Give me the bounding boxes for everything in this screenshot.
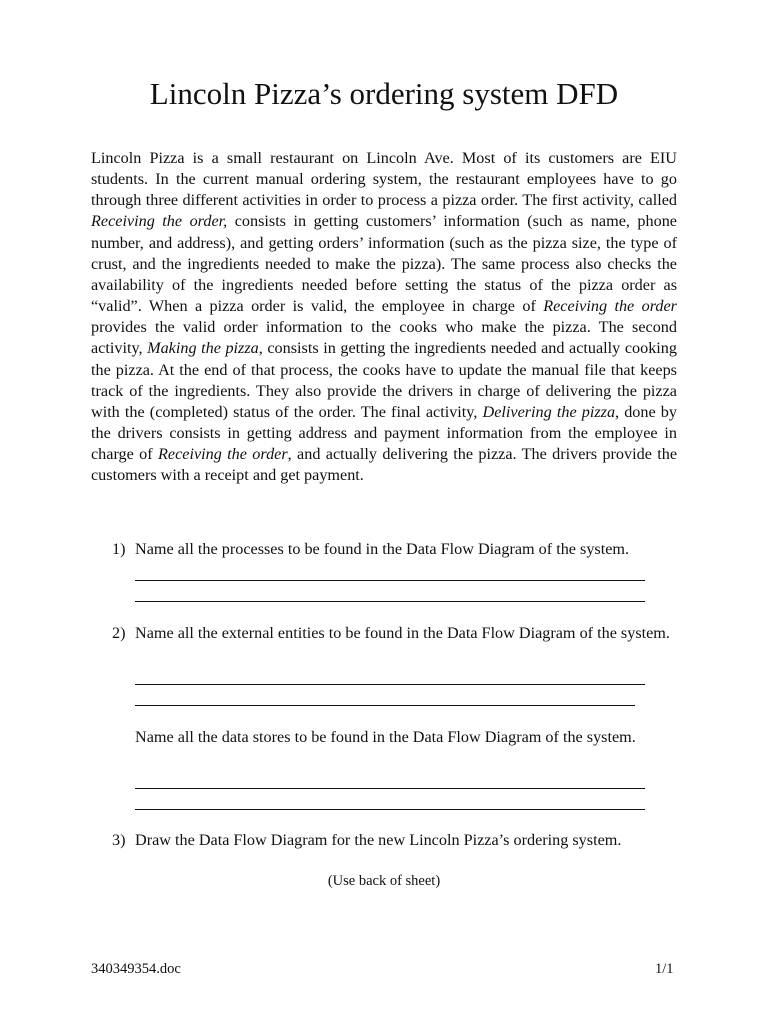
answer-line[interactable]: [135, 788, 645, 789]
paragraph-text: Lincoln Pizza is a small restaurant on Lincoln Ave. Most of its customers are EIU students. In the current manual ordering system, the restaurant employees have to go through three different activities in order to process a pizza order. The first activity, called: [91, 149, 677, 210]
answer-line[interactable]: [135, 809, 645, 810]
instruction-note: (Use back of sheet): [327, 873, 441, 889]
answer-line[interactable]: [135, 601, 645, 602]
question-2-data-stores: Name all the data stores to be found in the Data Flow Diagram of the system.: [135, 728, 636, 746]
footer-page-number: 1/1: [655, 961, 674, 977]
answer-line[interactable]: [135, 684, 645, 685]
paragraph-text: , and actually delivering the pizza. The drivers provide the customers with a receipt and get payment.: [91, 445, 678, 485]
answer-line[interactable]: [135, 580, 645, 581]
question-text: Draw the Data Flow Diagram for the new Lincoln Pizza’s ordering system.: [135, 831, 622, 849]
answer-line[interactable]: [135, 705, 635, 706]
process-name-receiving: Receiving the order: [158, 445, 288, 464]
process-name-making: Making the pizza: [147, 339, 259, 358]
question-number: 2): [112, 624, 126, 642]
question-number: 3): [112, 831, 126, 849]
paragraph-text: consists in getting customers’ information (such as name, phone number, and address), and getting orders’ information (such as the pizza size, the type of crust, and the ingredients needed to make the pizza). The same process also checks the availability of the ingredients needed before setting the status of the pizza order as “valid”. When a pizza order is valid, the employee in charge of: [91, 212, 677, 316]
process-name-receiving: Receiving the order,: [91, 212, 228, 231]
question-text: Name all the external entities to be found in the Data Flow Diagram of the system.: [135, 624, 670, 642]
question-number: 1): [112, 540, 126, 558]
paragraph-text: , done by the drivers consists in getting address and payment information from the employee in charge of: [91, 402, 677, 464]
question-text: Name all the processes to be found in the Data Flow Diagram of the system.: [135, 540, 630, 558]
page-title: Lincoln Pizza’s ordering system DFD: [149, 76, 619, 111]
paragraph-text: provides the valid order information to the cooks who make the pizza. The second activity,: [91, 318, 677, 358]
process-name-delivering: Delivering the pizza: [482, 402, 616, 421]
process-name-receiving: Receiving the order: [543, 297, 677, 316]
footer-filename: 340349354.doc: [91, 961, 181, 977]
paragraph-text: , consists in getting the ingredients needed and actually cooking the pizza. At the end of that process, the cooks have to update the manual file that keeps track of the ingredients. They also provide the drivers in charge of delivering the pizza with the (completed) status of the order. The final activity,: [91, 339, 677, 421]
scenario-paragraph: [91, 148, 677, 487]
